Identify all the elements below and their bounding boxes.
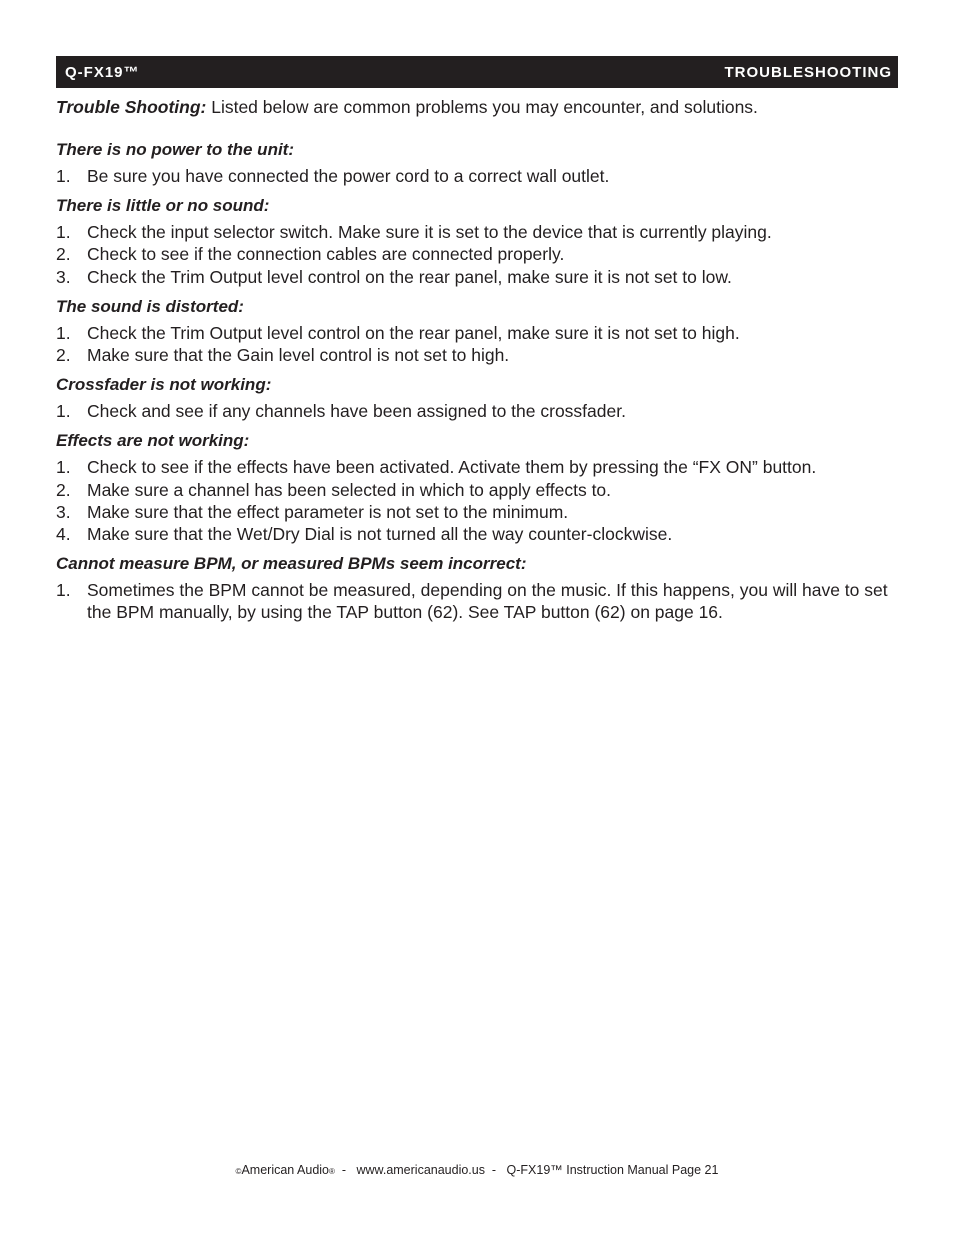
- list-item-number: 2.: [56, 244, 71, 265]
- troubleshooting-section: [56, 139, 898, 187]
- intro-text: Listed below are common problems you may encounter, and solutions.: [206, 97, 758, 117]
- list-item: [56, 400, 898, 422]
- troubleshooting-sections: [56, 139, 898, 624]
- troubleshooting-section: [56, 296, 898, 366]
- section-title: Effects are not working:: [56, 431, 250, 451]
- page-footer: [0, 1163, 954, 1177]
- list-item: [56, 456, 898, 478]
- troubleshooting-section: [56, 195, 898, 288]
- list-item-number: 1.: [56, 322, 71, 343]
- list-item-number: 3.: [56, 266, 71, 287]
- solution-list: [56, 400, 898, 422]
- solution-list: [56, 221, 898, 288]
- list-item-text: Check to see if the effects have been activated. Activate them by pressing the “FX ON” button.: [87, 457, 817, 478]
- troubleshooting-section: [56, 430, 898, 545]
- list-item: [56, 322, 898, 344]
- list-item-text: Make sure that the Wet/Dry Dial is not turned all the way counter-clockwise.: [87, 524, 673, 545]
- intro-paragraph: [56, 95, 898, 119]
- page-content: [56, 95, 898, 632]
- intro-lead: Trouble Shooting:: [56, 97, 207, 117]
- page-header-bar: [56, 56, 898, 88]
- footer-text: - www.americanaudio.us - Q-FX19™ Instruction Manual Page 21: [334, 1163, 719, 1177]
- list-item: [56, 479, 898, 501]
- list-item-text: Check and see if any channels have been assigned to the crossfader.: [87, 401, 626, 422]
- section-title: Cannot measure BPM, or measured BPMs seem incorrect:: [56, 554, 527, 574]
- list-item-text: Check to see if the connection cables are connected properly.: [87, 244, 565, 265]
- list-item: [56, 221, 898, 243]
- list-item-number: 1.: [56, 401, 71, 422]
- section-title: There is little or no sound:: [56, 196, 270, 216]
- solution-list: [56, 579, 898, 623]
- list-item-number: 1.: [56, 457, 71, 478]
- list-item-number: 1.: [56, 166, 71, 186]
- list-item: [56, 501, 898, 523]
- list-item-text: Be sure you have connected the power cord to a correct wall outlet.: [87, 166, 610, 186]
- section-title: The sound is distorted:: [56, 296, 244, 316]
- footer-registered-symbol: ®: [329, 1167, 335, 1176]
- list-item-text: Check the Trim Output level control on the rear panel, make sure it is not set to low.: [87, 266, 732, 287]
- list-item-text: Sometimes the BPM cannot be measured, depending on the music. If this happens, you will have to set the BPM manually, by using the TAP button (62). See TAP button (62) on page 16.: [87, 580, 888, 623]
- list-item-number: 2.: [56, 479, 71, 500]
- solution-list: [56, 456, 898, 545]
- list-item-number: 3.: [56, 501, 71, 522]
- list-item: [56, 165, 898, 187]
- list-item-text: Check the Trim Output level control on the rear panel, make sure it is not set to high.: [87, 322, 740, 343]
- list-item-text: Make sure that the Gain level control is not set to high.: [87, 345, 510, 366]
- troubleshooting-section: [56, 374, 898, 422]
- list-item: [56, 523, 898, 545]
- footer-copyright-symbol: ©: [235, 1167, 242, 1176]
- troubleshooting-section: [56, 553, 898, 623]
- list-item: [56, 266, 898, 288]
- section-title: Crossfader is not working:: [56, 375, 272, 395]
- list-item-number: 4.: [56, 524, 71, 545]
- solution-list: [56, 322, 898, 366]
- list-item-number: 2.: [56, 345, 71, 366]
- list-item-text: Check the input selector switch. Make sure it is set to the device that is currently playing.: [87, 222, 772, 243]
- list-item: [56, 243, 898, 265]
- list-item-number: 1.: [56, 580, 71, 601]
- list-item-text: Make sure a channel has been selected in which to apply effects to.: [87, 479, 612, 500]
- list-item-text: Make sure that the effect parameter is not set to the minimum.: [87, 501, 569, 522]
- list-item: [56, 579, 898, 623]
- list-item: [56, 344, 898, 366]
- list-item-number: 1.: [56, 222, 71, 243]
- section-title: There is no power to the unit:: [56, 140, 294, 159]
- header-model-title: Q-FX19™: [65, 63, 140, 81]
- solution-list: [56, 165, 898, 187]
- header-section-title: TROUBLESHOOTING: [724, 63, 892, 81]
- footer-brand: American Audio: [241, 1163, 330, 1177]
